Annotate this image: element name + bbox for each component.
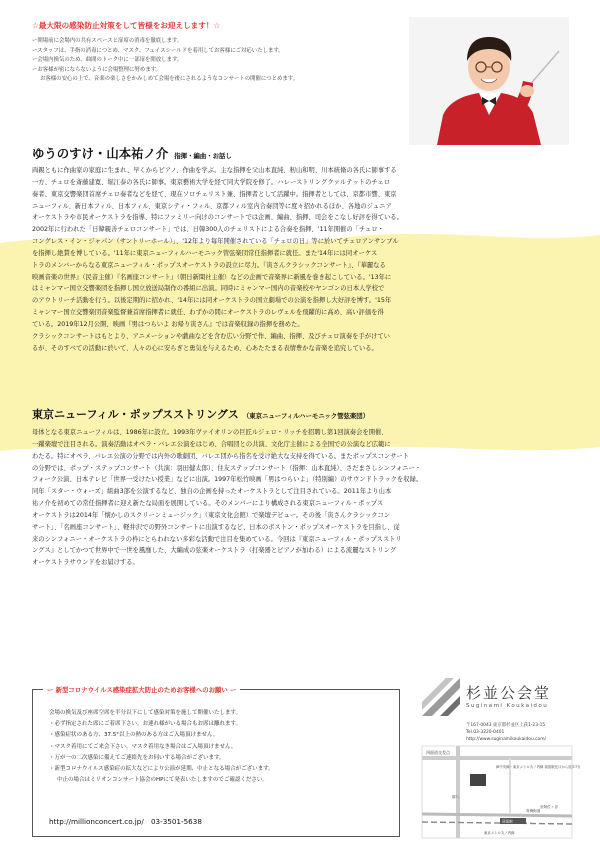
profile-line: ている。2019年12月公開、映画『男はつらいよ お帰り寅さん』では音楽収録の指揮を務めた。 (32, 320, 304, 328)
orchestra-line: 同年「スター・ウォーズ」組曲3部を公演するなど、独自の企画を持ったオーケストラとして注目されている。2011年より山本 (32, 488, 392, 496)
safety-notice-title: ☆最大限の感染防止対策をして皆様をお迎えします！☆ (32, 21, 221, 30)
profile-text (32, 165, 572, 355)
map-label-asagaya: 至阿佐ヶ谷 (540, 805, 558, 809)
map-label-ogikubo-station: 荻窪駅 (502, 819, 513, 824)
contact-info[interactable]: http://millionconcert.co.jp/ 03-3501-5638 (49, 817, 202, 826)
profile-line: るが、そのすべての活動に於いて、人々の心に安らぎと勇気を与えるため、心あたたまる表情豊かな音楽を追究している。 (32, 344, 378, 352)
profile-line: 映画音楽の世界』（民音主催）『名画座コンサート』（朝日新聞社主催）などの企画で音楽界に新風を巻き起こしている。'13年に (32, 273, 392, 281)
conductor-name: ゆうのすけ・山本祐ノ介 (32, 146, 169, 161)
venue-address: 〒167-0043 東京都杉並区上荻1-23-15 (466, 723, 546, 728)
profile-line: トラのメンバーからなる東京ニューフィル・ポップスオーケストラの設立に尽力。『寅さんクラシックコンサート』、『華麗なる (32, 261, 386, 269)
safety-notice (32, 20, 402, 85)
venue-name: 杉並公会堂 (466, 684, 552, 702)
conductor-portrait-icon (409, 17, 569, 145)
venue-map (422, 746, 581, 838)
map-label-intersection: 四面道交差点 (426, 750, 450, 755)
notice-line: ー会場内換気のため、曲間のトーク中に一部扉を開放します。 (32, 57, 183, 64)
profile-line: を指揮し絶賛を博している。'11年に東京ニューフィルハーモニック管弦楽団常任指揮者に就任。また'14年には同オーケス (32, 249, 378, 257)
venue-roman-name: Suginami Koukaidou (466, 703, 549, 709)
orchestra-line: サート」、「名画座コンサート」、軽井沢での野外コンサートに出演するなど、日本のボストン・ポップスオーケストラを目指し、従 (32, 523, 400, 531)
orchestra-heading (32, 406, 369, 422)
covid-line: ・万が一の二次感染に備えてご連絡先をお伺いする場合がございます。 (49, 754, 225, 761)
orchestra-line: わたる。特にオペラ、バレエ公演の分野では内外の歌劇団、バレエ団から指名を受け絶大な支持を得ている。またポップスコンサート (32, 452, 410, 460)
profile-line: 2002年に行われた「日韓親善チェロコンサート」では、日韓300人のチェリストによる合奏を指揮、'11年開催の「チェロ・ (32, 226, 384, 234)
map-label-kanpachi: 環八 (452, 795, 460, 799)
venue-url[interactable]: http://www.suginamikoukaidou.com/ (466, 737, 547, 742)
profile-heading (32, 144, 232, 162)
covid-line: ・必ず指定された席にご着席下さい。お連れ様がいる場合もお席は離れます。 (49, 721, 242, 728)
orchestra-name: 東京ニューフィル・ポップスストリングス (32, 408, 239, 421)
notice-closing: お客様の安心の上で、音楽の楽しさをかみしめて会場を後にされるようなコンサートの開催につとめます。 (40, 76, 299, 83)
orchestra-line: ングス』としてかつて世界中で一世を風靡した、大編成の弦楽オーケストラ（打楽器とピアノが加わる）による流麗なストリング (32, 547, 397, 555)
covid-line: ・マスク着用にてご来会下さい。マスク着用なき場合はご入場頂けません。 (49, 743, 237, 750)
profile-line: はミャンマー国立交響楽団を指揮し国立放送局制作の番組に出演。同時にミャンマー国内の音楽校やヤンゴンの日本人学校で (32, 285, 385, 293)
covid-request-list (49, 708, 274, 786)
profile-line: 両親ともに作曲家の家庭に生まれ、早くからピアノ、作曲を学ぶ。主な指揮を父山本直純、籾山和明、川本統脩の各氏に師事する (32, 167, 397, 174)
profile-line: 奏者、東京交響楽団首席チェロ奏者などを経て、現在ソロチェリスト兼、指揮者として活躍中。指揮者としては、京都市響、東京 (32, 190, 397, 198)
venue-address-block (466, 722, 546, 743)
map-label-marunouchi: 東京メトロ丸ノ内線 (484, 831, 515, 835)
profile-line: オーケストラや市民オーケストラを指導、特にファミリー向けのコンサートでは企画、編曲、指揮、司会をこなし好評を得ている。 (32, 214, 403, 222)
map-label-access: JR中央線・東京メトロ丸ノ内線 荻窪駅北口から徒歩7分 (496, 765, 581, 769)
profile-line: ニューフィル、新日本フィル、日本フィル、東京シティ・フィル、京都フィル室内合奏団等に度々招かれるほか、各地のジュニア (32, 202, 392, 210)
orchestra-line: 一躍楽壇で注目される。演奏活動はオペラ・バレエ公演をはじめ、合唱団との共演、文化庁主催による全国での公演など広範に (32, 440, 391, 448)
conductor-photo (409, 17, 569, 145)
conductor-role: 指揮・編曲・お話し (174, 152, 232, 160)
orchestra-text (32, 427, 572, 569)
covid-request-box (32, 686, 400, 837)
venue-tel: Tel.03-3220-0401 (466, 730, 505, 735)
notice-line: ーお客様が密にならないように会場整理に努めます。 (32, 66, 161, 73)
orchestra-line: 母体となる東京ニューフィルは、1986年に設立。1993年ヴァイオリンの巨匠ルジェロ・リッチを招聘し第1回演奏会を開催、 (32, 429, 388, 436)
covid-line: ・感染症状のある方、37.5°以上の熱のある方はご入場頂けません。 (49, 732, 219, 739)
notice-line: ー開場前に会場内の共有スペースと扉席の消毒を徹底します。 (32, 38, 183, 44)
covid-line: ・新型コロナウイルス感染症の拡大などにより公演が延期、中止となる場合がございます。 (49, 766, 274, 773)
orchestra-line: の分野では、ポップ・ステップコンサート（共演：羽田健太郎）、住友ステップコンサート（指揮：山本直純）、さだまさしシンフォニー・ (32, 464, 422, 472)
covid-line: 会場の換気及び座席空席を半分以下にして感染対策を施して開催いたします。 (49, 710, 242, 716)
profile-line: 一方、チェロを斎藤建寛、堀江泰の各氏に師事。東京藝術大学を経て同大学院を修了。ハレーストリングクァルテットのチェロ (32, 178, 391, 186)
profile-line: のアウトリーチ活動を行う。以後定期的に招かれ、'14年には同オーケストラの国立劇場での公演を指揮し大好評を博す。'15年 (32, 297, 392, 305)
profile-line: ミャンマー国立交響楽団音楽監督兼首席指揮者に就任、わずかの間にオーケストラのレヴェルを飛躍的に高め、高い評価を得 (32, 309, 384, 317)
venue-logo-icon (422, 678, 460, 716)
map-label-ome-kaido: 青梅街道 (526, 809, 541, 813)
orchestra-subtitle: （東京ニューフィルハーモニック管弦楽団） (242, 412, 370, 420)
orchestra-line: フォーク公演、日本テレビ「世界一受けたい授業」などに出演。1997年松竹映画「男はつらいよ」（特別編）のサウンドトラックを収録。 (32, 476, 423, 484)
orchestra-line: 祐ノ介を初めての常任指揮者に迎え新たな局面を展開している。そのメンバーにより構成される東京ニューフィル・ポップス (32, 500, 384, 508)
orchestra-line: 来のシンフォニー・オーケストラの枠にとらわれない多彩な活動で注目を集めている。今回は『東京ニューフィル・ポップスストリ (32, 535, 402, 543)
covid-line: 中止の場合はミリオンコンサート協会のHPにて発表いたしますのでご確認ください。 (57, 777, 268, 784)
profile-line: クラシックコンサートはもとより、アニメーションや戯曲などを含む広い分野で作、編曲、指揮、及びチェロ演奏を手がけてい (32, 332, 390, 340)
notice-line: ースタッフは、手指の消毒につとめ、マスク、フェイスシールドを着用してお客様にご対応いたします。 (32, 47, 284, 54)
venue-info (422, 678, 581, 838)
profile-line: コングレス・イン・ジャパン（サントリーホール）」、'12年より毎年開催されている「チェロの日」等に於いてチェロアンサンブル (32, 238, 399, 246)
orchestra-line: オーケストラは2014年「懐かしのスクリーンミュージック」（東京文化会館）で楽壇デビュー。その後「寅さんクラシックコン (32, 511, 391, 519)
covid-request-title: ー 新型コロナウイルス感染症拡大防止のためお客様へのお願い ー (43, 685, 240, 694)
orchestra-line: オーケストラサウンドをお届けする。 (32, 559, 139, 567)
